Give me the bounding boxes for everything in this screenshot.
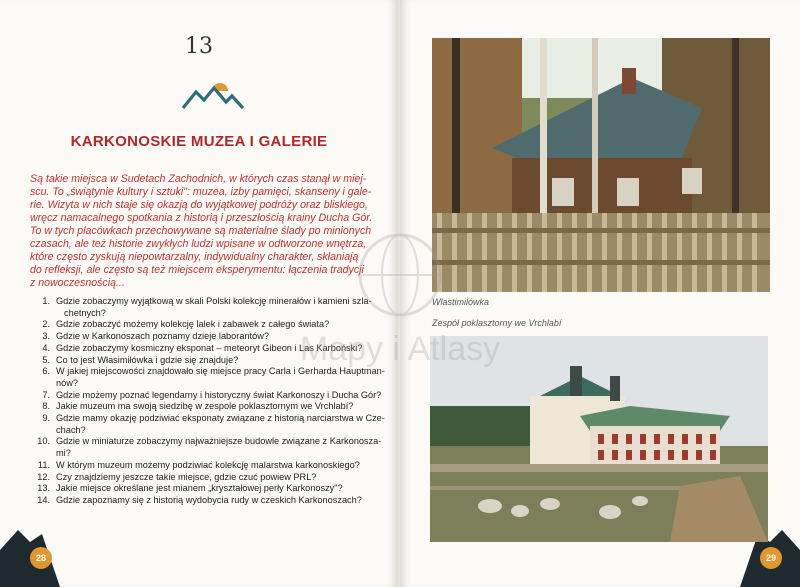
page-number: 28	[30, 547, 52, 569]
question-text: W którym muzeum możemy podziwiać kolekcję malarstwa karkonoskiego?	[56, 459, 360, 470]
question-number: 3.	[42, 331, 50, 342]
question-number: 9.	[42, 413, 50, 424]
intro-line: Są takie miejsca w Sudetach Zachodnich, w których czas stanął w miej-	[30, 173, 367, 185]
question-text-cont: chach?	[56, 424, 86, 435]
photo-caption: Zespół poklasztorny we Vrchlabí	[432, 318, 562, 328]
question-text: Jakie miejsce określane jest mianem „kryształowej perły Karkonoszy"?	[56, 483, 343, 494]
list-item	[28, 413, 388, 425]
question-text: Gdzie mamy okazję podziwiać eksponaty związane z historią narciarstwa w Cze-	[56, 413, 385, 424]
question-number: 7.	[42, 389, 50, 400]
chapter-title: KARKONOSKIE MUZEA I GALERIE	[70, 133, 328, 150]
watermark-globe-icon	[250, 230, 550, 380]
intro-line: czasach, ale też historie zwykłych ludzi wpisane w odtworzone wnętrza,	[30, 238, 367, 250]
question-number: 10.	[37, 436, 50, 447]
photo-caption: Wlastimilówka	[432, 297, 490, 307]
question-text: Gdzie w Karkonoszach poznamy dzieje laborantów?	[56, 331, 269, 342]
question-text: Gdzie zobaczyć możemy kolekcję lalek i zabawek z całego świata?	[56, 319, 330, 330]
question-text: Czy znajdziemy jeszcze takie miejsce, gdzie czuć powiew PRL?	[56, 471, 317, 482]
intro-line: To w tych placówkach przechowywane są materialne ślady po minionych	[30, 225, 372, 237]
question-text-cont: chetnych?	[64, 307, 106, 318]
intro-line: które często zyskują niepowtarzalny, indywidualny charakter, skłaniają	[30, 251, 359, 263]
question-number: 8.	[42, 401, 50, 412]
question-text: Jakie muzeum ma swoją siedzibę w zespole poklasztornym we Vrchlabí?	[56, 401, 354, 412]
question-number: 2.	[42, 319, 50, 330]
question-number: 12.	[37, 471, 50, 482]
list-item	[28, 436, 388, 448]
question-text: Gdzie w miniaturze zobaczymy najważniejsze budowle związane z Karkonosza-	[56, 436, 382, 447]
question-text: Gdzie zobaczymy wyjątkową w skali Polski kolekcję minerałów i kamieni szla-	[56, 296, 372, 306]
list-item	[28, 495, 388, 507]
question-number: 6.	[42, 366, 50, 377]
intro-line: rie. Wizyta w nich staje się okazją do wyjątkowej podróży oraz bliskiego,	[30, 199, 368, 211]
question-text: Gdzie możemy poznać legendarny i historyczny świat Karkonoszy i Ducha Gór?	[56, 389, 382, 400]
intro-line: scu. To „świątynie kultury i sztuki": muzea, izby pamięci, skanseny i gale-	[30, 186, 372, 198]
list-item	[28, 425, 388, 437]
chapter-number: 13	[185, 34, 213, 59]
list-item	[28, 448, 388, 460]
question-number: 11.	[37, 459, 50, 470]
list-item	[28, 483, 388, 495]
page-number: 29	[760, 547, 782, 569]
question-text: Gdzie zobaczymy kosmiczny eksponat – meteoryt Gibeon i Las Karboński?	[56, 342, 363, 353]
question-number: 1.	[42, 296, 50, 306]
question-text: Gdzie zapoznamy się z historią wydobycia rudy w czeskich Karkonoszach?	[56, 494, 362, 505]
question-number: 4.	[42, 342, 50, 353]
intro-line: wręcz namacalnego spotkania z historią i przeszłością krainy Ducha Gór.	[30, 212, 373, 224]
question-number: 13.	[37, 483, 50, 494]
intro-line: do refleksji, ale często są też miejscem eksperymentu: łączenia tradycji	[30, 264, 364, 276]
question-number: 14.	[37, 494, 50, 505]
question-text-cont: mi?	[56, 448, 71, 459]
watermark-text: Mapy i Atlasy	[299, 330, 501, 368]
list-item	[28, 401, 388, 413]
list-item	[28, 460, 388, 472]
question-text-cont: nów?	[56, 377, 78, 388]
question-text: W jakiej miejscowości znajdowało się miejsce pracy Carla i Gerharda Hauptman-	[56, 366, 385, 377]
mountain-sun-icon	[182, 78, 244, 110]
list-item	[28, 390, 388, 402]
intro-line: z nowoczesnością...	[30, 277, 125, 289]
list-item	[28, 472, 388, 484]
question-text: Co to jest Własimiłówka i gdzie się znajduje?	[56, 354, 239, 365]
question-number: 5.	[42, 354, 50, 365]
